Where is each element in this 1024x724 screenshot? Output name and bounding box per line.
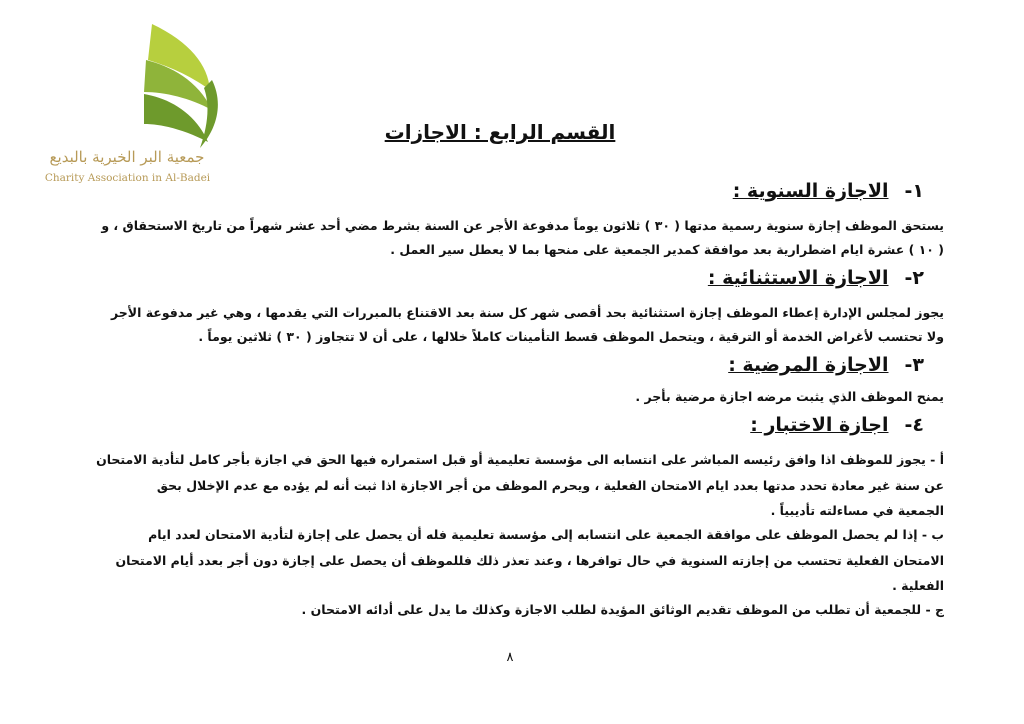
section-4-line-2: عن سنة غير معادة تحدد مدتها بعدد ايام الامتحان الفعلية ، ويحرم الموظف من أجر الاجازة اذا ثبت أنه لم يؤده مع عدم الإخلال بحق [156, 478, 944, 493]
section-2-title: الاجازة الاستثنائية : [707, 267, 889, 289]
section-4-title: اجازة الاختبار : [750, 414, 889, 436]
section-4-line-5: الامتحان الفعلية تحتسب من إجازته السنوية في حال توافرها ، وعند تعذر ذلك فللموظف أن يحصل على إجازة دون أجر بعدد أيام الامتحان [115, 553, 944, 568]
section-1-heading [733, 180, 924, 202]
leaf-emblem-icon [40, 20, 230, 150]
section-3-number: ٣- [904, 354, 924, 376]
section-4-line-4: ب - إذا لم يحصل الموظف على موافقة الجمعية على انتسابه إلى مؤسسة تعليمية فله أن يحصل على إجازة لتأدية الامتحان لعدد ايام [148, 527, 944, 542]
section-4-line-3: الجمعية في مساءلته تأديبياً . [770, 503, 944, 518]
section-3-line-1: يمنح الموظف الذي يثبت مرضه اجازة مرضية بأجر . [635, 389, 944, 404]
page-number: ٨ [506, 650, 514, 665]
section-1-title: الاجازة السنوية : [732, 180, 889, 202]
section-3-title: الاجازة المرضية : [728, 354, 889, 376]
section-3-heading [728, 354, 924, 376]
section-title: القسم الرابع : الاجازات [384, 120, 616, 144]
section-4-line-6: الفعلية . [892, 578, 944, 593]
association-logo [40, 20, 230, 184]
section-4-line-1: أ - يجوز للموظف اذا وافق رئيسه المباشر على انتسابه الى مؤسسة تعليمية أو قبل استمراره فيها الحق في اجازة بأجر كامل لتأدية الامتحان [96, 452, 944, 467]
section-4-line-7: ج - للجمعية أن تطلب من الموظف تقديم الوثائق المؤيدة لطلب الاجازة وكذلك ما يدل على أدائه الامتحان . [301, 602, 944, 617]
section-1-line-1: يستحق الموظف إجازة سنوية رسمية مدتها ( ٣٠ ) ثلاثون يوماً مدفوعة الأجر عن السنة بشرط مضي أحد عشر شهراً من تاريخ الاستحقاق ، و [101, 218, 944, 233]
section-2-line-1: يجوز لمجلس الإدارة إعطاء الموظف إجازة استثنائية بحد أقصى شهر كل سنة بعد الاقتناع بالمبررات التي يقدمها ، وهي غير مدفوعة الأجر [111, 305, 944, 320]
section-2-number: ٢- [904, 267, 924, 289]
logo-english-name: Charity Association in Al-Badei [44, 172, 211, 184]
section-4-number: ٤- [904, 414, 924, 436]
section-2-heading [708, 267, 924, 289]
section-2-line-2: ولا تحتسب لأغراض الخدمة أو الترقية ، ويتحمل الموظف قسط التأمينات كاملاً خلالها ، على أن لا تتجاوز ( ٣٠ ) ثلاثين يوماً . [198, 329, 944, 344]
section-1-number: ١- [904, 180, 924, 202]
section-4-heading [750, 414, 924, 436]
logo-arabic-name: جمعية البر الخيرية بالبديع [49, 148, 205, 166]
section-1-line-2: ( ١٠ ) عشرة ايام اضطرارية بعد موافقة كمدير الجمعية على منحها بما لا يعطل سير العمل . [390, 242, 944, 257]
